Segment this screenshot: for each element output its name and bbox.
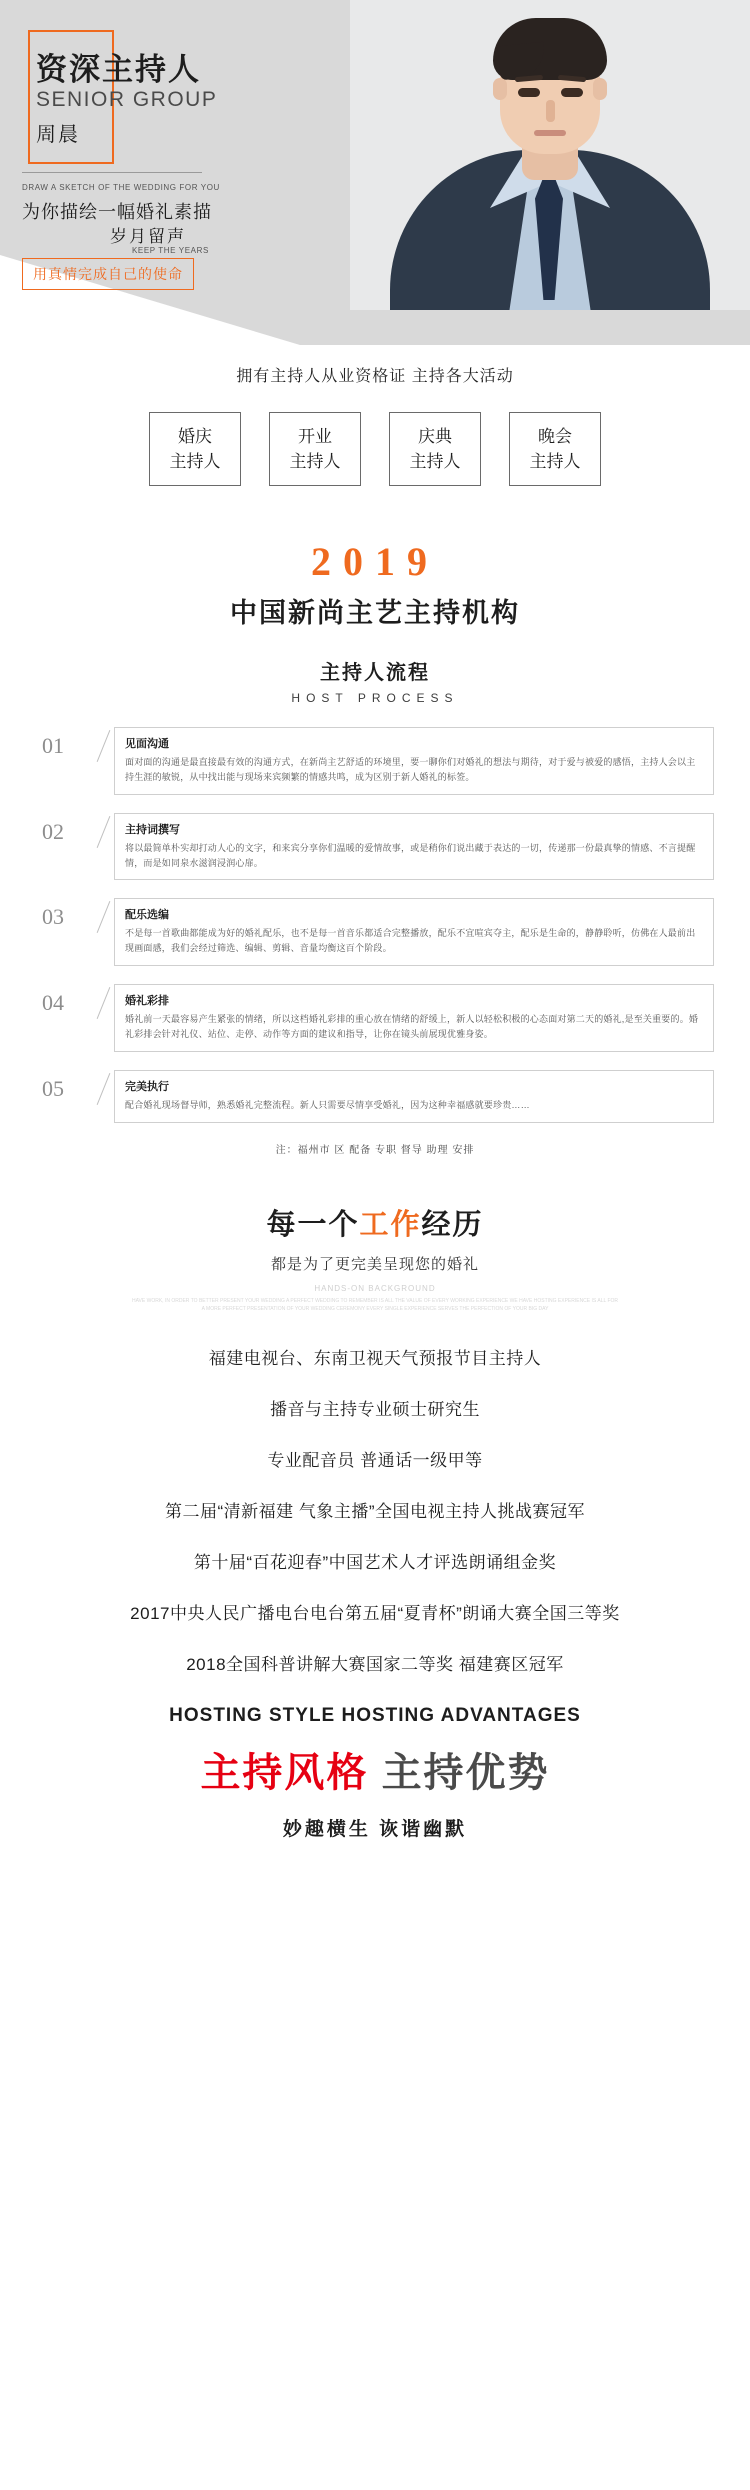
process-card-text: 婚礼前一天最容易产生紧张的情绪，所以这档婚礼彩排的重心放在情绪的舒缓上，新人以轻松积极的心态面对第二天的婚礼,是至关重要的。婚礼彩排会针对礼仪、站位、走停、动作等方面的建议和指导，让你在镜头前展现优雅身姿。 xyxy=(125,1014,699,1039)
hero-divider xyxy=(22,172,202,173)
role-box-group xyxy=(0,412,750,486)
process-number: 01 xyxy=(36,727,114,759)
role-box-evening-party xyxy=(509,412,601,486)
slash-icon xyxy=(97,1073,111,1105)
experience-item: 2017中央人民广播电台电台第五届“夏青杯”朗诵大赛全国三等奖 xyxy=(130,1603,620,1623)
role-box-top: 开业 xyxy=(298,426,332,446)
experience-heading-highlight: 工作 xyxy=(359,1208,422,1241)
slash-icon xyxy=(97,730,111,762)
process-card-title: 配乐选编 xyxy=(125,909,169,922)
role-box-bottom: 主持人 xyxy=(289,452,341,471)
process-number: 04 xyxy=(36,984,114,1016)
experience-paragraph-en: HAVE WORK, IN ORDER TO BETTER PRESENT YOUR WEDDING A PERFECT WEDDING TO REMEMBER IS ALL THE VALUE OF EVERY WORKING EXPERIENCE WE HAVE HOSTING EXPERIENCE IS ALL FOR A MORE PERFECT PRESENTATION OF YOUR WEDDING CEREMONY EVERY SINGLE EXPERIENCE SERVES THE PERFECTION OF YOUR BIG DAY xyxy=(131,1297,619,1313)
role-box-wedding xyxy=(149,412,241,486)
style-heading-gray: 主持优势 xyxy=(381,1750,550,1795)
certificate-line: 拥有主持人从业资格证 主持各大活动 xyxy=(236,368,514,385)
hero-tagline-en-2: KEEP THE YEARS xyxy=(132,246,209,255)
process-number: 03 xyxy=(36,898,114,930)
slash-icon xyxy=(97,987,111,1019)
process-card xyxy=(114,984,714,1052)
experience-heading xyxy=(0,1202,750,1243)
role-box-top: 庆典 xyxy=(418,426,452,446)
hero-subtitle-en: SENIOR GROUP xyxy=(36,88,218,111)
hero-tagline-en-1: DRAW A SKETCH OF THE WEDDING FOR YOU xyxy=(22,183,220,192)
process-list xyxy=(0,727,750,1123)
process-item xyxy=(36,898,714,966)
hero-tagline-cn-1: 为你描绘一幅婚礼素描 xyxy=(22,202,212,222)
process-card-title: 完美执行 xyxy=(125,1080,169,1093)
year-heading: 2019 xyxy=(311,539,439,584)
process-card xyxy=(114,898,714,966)
process-card xyxy=(114,727,714,795)
experience-heading-pre: 每一个 xyxy=(266,1208,360,1241)
process-item xyxy=(36,984,714,1052)
process-card xyxy=(114,1070,714,1123)
hero-text-block xyxy=(0,0,360,345)
process-item xyxy=(36,727,714,795)
hero-banner xyxy=(0,0,750,345)
slash-icon xyxy=(97,816,111,848)
organization-name: 中国新尚主艺主持机构 xyxy=(230,598,520,628)
experience-item: 播音与主持专业硕士研究生 xyxy=(270,1399,480,1419)
process-title: 主持人流程 xyxy=(320,662,430,684)
role-box-bottom: 主持人 xyxy=(409,452,461,471)
experience-subheading: 都是为了更完美呈现您的婚礼 xyxy=(270,1255,479,1273)
hero-title: 资深主持人 xyxy=(36,52,201,87)
experience-item: 专业配音员 普通话一级甲等 xyxy=(267,1450,483,1470)
process-card-text: 面对面的沟通是最直接最有效的沟通方式，在新尚主艺舒适的环境里，要一聊你们对婚礼的想法与期待，对于爱与被爱的感悟，主持人会以主持生涯的敏锐，从中找出能与现场来宾频繁的情感共鸣，成为区别于新人婚礼的标签。 xyxy=(125,757,696,782)
role-box-top: 晚会 xyxy=(538,426,572,446)
hero-tagline-cn-2: 岁月留声 xyxy=(110,227,186,246)
style-heading-red: 主持风格 xyxy=(200,1750,369,1795)
process-card xyxy=(114,813,714,881)
process-card-text: 配合婚礼现场督导师，熟悉婚礼完整流程。新人只需要尽情享受婚礼，因为这种幸福感就要珍贵…… xyxy=(125,1099,530,1110)
role-box-bottom: 主持人 xyxy=(529,452,581,471)
hero-mission-tag: 用真情完成自己的使命 xyxy=(22,258,194,290)
style-heading-cn xyxy=(0,1741,750,1798)
process-card-title: 婚礼彩排 xyxy=(125,995,169,1008)
process-title-en: HOST PROCESS xyxy=(291,691,459,705)
host-portrait-photo xyxy=(350,0,750,310)
process-number: 02 xyxy=(36,813,114,845)
process-card-title: 见面沟通 xyxy=(125,738,169,750)
process-note: 注：福州市 区 配备 专职 督导 助理 安排 xyxy=(275,1144,475,1156)
experience-item: 福建电视台、东南卫视天气预报节目主持人 xyxy=(208,1348,542,1368)
process-number: 05 xyxy=(36,1070,114,1102)
experience-list xyxy=(0,1344,750,1675)
experience-item: 2018全国科普讲解大赛国家二等奖 福建赛区冠军 xyxy=(186,1654,564,1674)
experience-item: 第十届“百花迎春”中国艺术人才评选朗诵组金奖 xyxy=(193,1552,557,1572)
role-box-celebration xyxy=(389,412,481,486)
slash-icon xyxy=(97,901,111,933)
experience-item: 第二届“清新福建 气象主播”全国电视主持人挑战赛冠军 xyxy=(164,1501,586,1521)
experience-heading-post: 经历 xyxy=(421,1208,484,1241)
experience-heading-en: HANDS-ON BACKGROUND xyxy=(314,1283,436,1293)
process-item xyxy=(36,813,714,881)
process-item xyxy=(36,1070,714,1123)
role-box-top: 婚庆 xyxy=(178,426,212,446)
role-box-opening xyxy=(269,412,361,486)
style-tagline: 妙趣横生 诙谐幽默 xyxy=(282,1818,468,1840)
style-heading-en: HOSTING STYLE HOSTING ADVANTAGES xyxy=(169,1704,581,1726)
process-card-text: 将以最简单朴实却打动人心的文字，和来宾分享你们温暖的爱情故事，或是稍你们说出藏于表达的一切，传递那一份最真挚的情感、不言提醒情，而是如同泉水滋润浸润心扉。 xyxy=(125,842,696,868)
role-box-bottom: 主持人 xyxy=(169,452,221,471)
process-card-title: 主持词撰写 xyxy=(125,823,180,836)
hero-host-name: 周晨 xyxy=(36,124,80,146)
process-card-text: 不是每一首歌曲都能成为好的婚礼配乐，也不是每一首音乐都适合完整播放，配乐不宜喧宾夺主，配乐是生命的，静静聆听，仿佛在人最前出现画面感，我们会经过筛选、编辑、剪辑、音量均衡这百个阶段。 xyxy=(125,928,696,954)
